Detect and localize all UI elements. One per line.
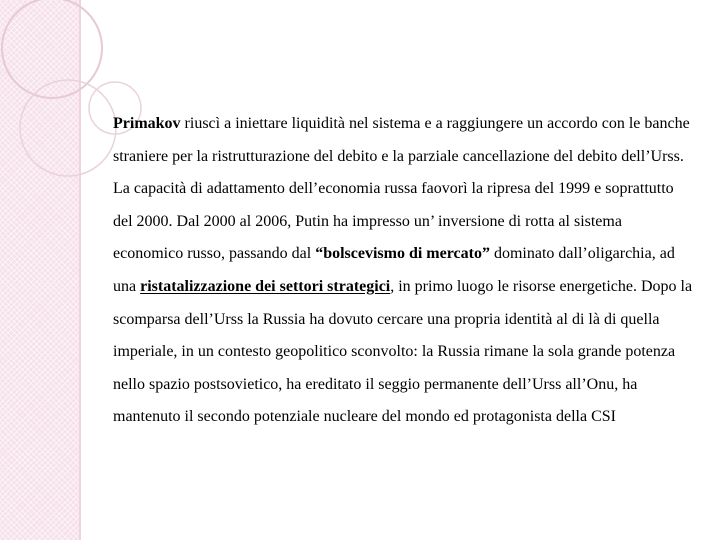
term-bolscevismo-di-mercato: “bolscevismo di mercato”: [315, 245, 490, 263]
body-text-part-3: , in primo luogo le risorse energetiche. Dopo la scomparsa dell’Urss la Russia ha dovuto cercare una propria identità al di là di quella imperiale, in un contesto geopolitico sconvolto: la Russia rimane la sola grande potenza nello spazio postsovietico, ha ereditato il seggio permanente dell’Urss all’Onu, ha mantenuto il secondo potenziale nucleare del mondo ed protagonista della CSI: [113, 277, 693, 426]
body-text-part-2: dominato dall’oligarchia, ad una: [113, 245, 675, 295]
side-panel-edge: [79, 0, 81, 540]
decorative-side-panel: [0, 0, 79, 540]
term-ristatalizzazione-underline: ristatalizzazione dei settori strategici: [140, 277, 391, 295]
slide-body-text: [113, 108, 693, 434]
term-primakov: Primakov: [113, 115, 181, 132]
term-ristatalizzazione: [140, 278, 390, 295]
body-text-part-1: riuscì a iniettare liquidità nel sistema e a raggiungere un accordo con le banche straniere per la ristrutturazione del debito e la parziale cancellazione del debito dell’Urss. La capacità di adattamento dell’economia russa faovorì la ripresa del 1999 e soprattutto del 2000. Dal 2000 al 2006, Putin ha impresso un’ inversione di rotta al sistema economico russo, passando dal: [113, 115, 690, 263]
